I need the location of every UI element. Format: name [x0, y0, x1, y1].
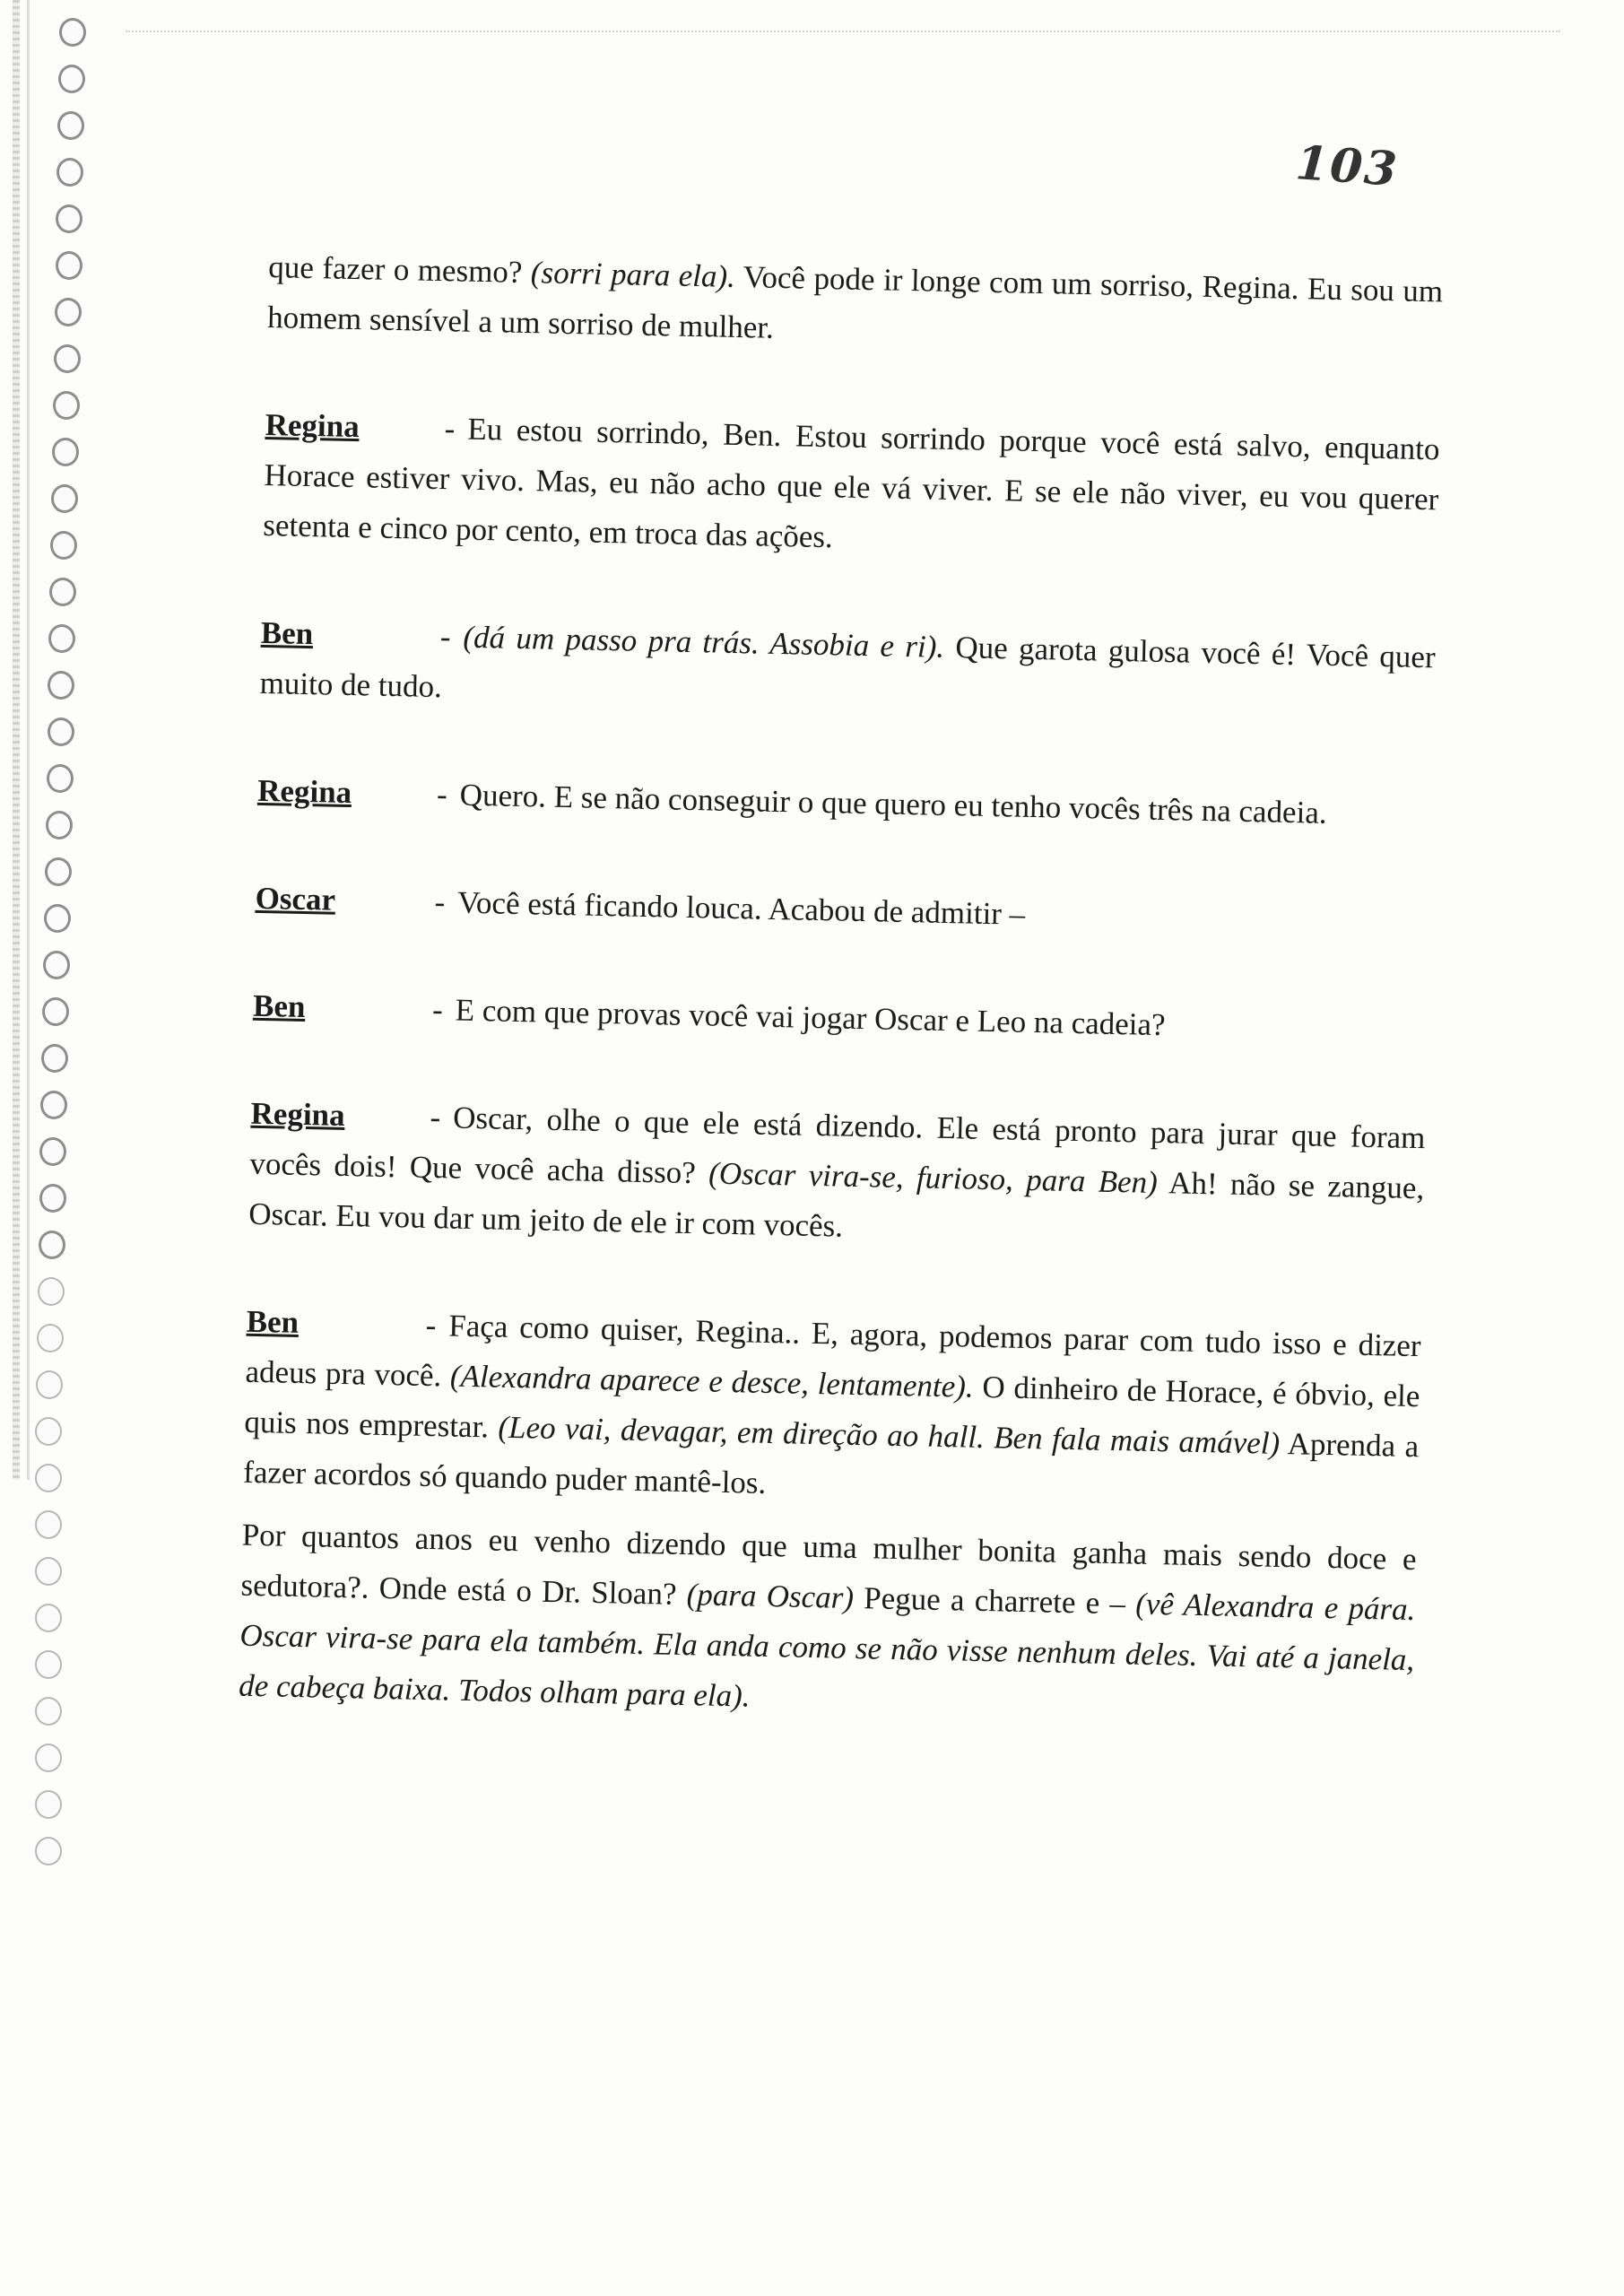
- dialogue-text: Que garota gulosa você é! Você quer muito de tudo.: [259, 629, 1437, 705]
- closing-paragraph: [239, 1510, 1417, 1735]
- punch-hole: [38, 1277, 65, 1306]
- speaker-name: Regina: [250, 1095, 346, 1133]
- speaker-name: Ben: [252, 987, 306, 1025]
- punch-hole: [41, 1044, 68, 1073]
- top-edge-marks: [126, 30, 1560, 34]
- punch-hole: [35, 1464, 62, 1492]
- punch-hole: [35, 1837, 62, 1866]
- speech: [243, 1297, 1421, 1522]
- speech: [255, 874, 1430, 948]
- speaker-name: Regina: [256, 772, 352, 811]
- speech-dash: -: [439, 619, 451, 655]
- stage-direction: (dá um passo pra trás. Assobia e ri).: [463, 619, 945, 665]
- speech-dash: -: [430, 1099, 441, 1135]
- punch-hole: [43, 951, 70, 979]
- binding-edge: [13, 0, 20, 1480]
- punch-hole: [52, 438, 79, 466]
- punch-hole: [49, 578, 76, 606]
- speech-dash: -: [444, 411, 456, 447]
- punch-hole: [48, 671, 74, 700]
- punch-hole: [48, 718, 74, 746]
- punch-hole: [45, 857, 72, 886]
- punch-hole: [46, 811, 73, 839]
- punch-hole: [56, 158, 83, 187]
- speaker-name: Ben: [246, 1303, 300, 1340]
- dialogue-text: Aprenda a fazer acordos só quando puder mantê-los.: [242, 1425, 1420, 1500]
- punch-hole: [35, 1744, 62, 1772]
- stage-direction: (Alexandra aparece e desce, lentamente).: [449, 1358, 975, 1405]
- speech-dash: -: [434, 884, 446, 920]
- punch-hole: [47, 764, 74, 793]
- punch-hole: [39, 1231, 65, 1259]
- punch-hole: [39, 1137, 66, 1166]
- page-number: 103: [1294, 135, 1401, 197]
- stage-direction: (Oscar vira-se, furioso, para Ben): [708, 1155, 1159, 1200]
- dialogue-text: E com que provas você vai jogar Oscar e Leo na cadeia?: [455, 992, 1166, 1043]
- punch-hole: [35, 1417, 62, 1446]
- punch-hole: [35, 1557, 62, 1586]
- punch-hole: [35, 1650, 62, 1679]
- punch-hole: [35, 1510, 62, 1539]
- speech-dash: -: [425, 1307, 437, 1344]
- punch-hole: [37, 1324, 64, 1352]
- script-text: [239, 242, 1444, 1735]
- opening-paragraph: [267, 242, 1444, 367]
- punch-hole: [56, 204, 83, 233]
- dialogue-text: Eu estou sorrindo, Ben. Estou sorrindo porque você está salvo, enquanto Horace estiver vivo. Mas, eu não acho que ele vá viver. E se ele não viver, eu vou querer setenta e cinco por cento, em troca das ações.: [262, 411, 1440, 555]
- stage-direction: (sorri para ela).: [530, 255, 736, 294]
- dialogue-text: Quero. E se não conseguir o que quero eu tenho vocês três na cadeia.: [459, 777, 1327, 831]
- punch-hole: [35, 1604, 62, 1632]
- punch-hole: [44, 904, 71, 933]
- speech: [248, 1089, 1426, 1264]
- punch-hole: [54, 344, 81, 373]
- punch-hole: [53, 391, 80, 420]
- stage-direction: (Leo vai, devagar, em direção ao hall. Ben fala mais amável): [498, 1409, 1281, 1461]
- punch-hole: [36, 1370, 63, 1399]
- punch-hole: [50, 531, 77, 560]
- binding-strip: [0, 0, 108, 2296]
- punch-hole: [51, 484, 78, 513]
- punch-hole: [35, 1697, 62, 1726]
- dialogue-text: Você está ficando louca. Acabou de admitir –: [456, 884, 1026, 932]
- stage-direction: (vê Alexandra e pára. Oscar vira-se para ela também. Ela anda como se não visse nenhum deles. Vai até a janela, de cabeça baixa. Todos olham para ela).: [238, 1586, 1416, 1714]
- punch-hole: [58, 65, 85, 93]
- punch-hole: [59, 18, 86, 47]
- dialogue-text: Por quantos anos eu venho dizendo que uma mulher bonita ganha mais sendo doce e sedutora?. Onde está o Dr. Sloan?: [240, 1517, 1417, 1613]
- speech-dash: -: [436, 777, 448, 813]
- stage-direction: (para Oscar): [686, 1577, 855, 1615]
- punch-hole: [48, 624, 75, 653]
- dialogue-text: Faça como quiser, Regina.. E, agora, podemos parar com tudo isso e dizer adeus pra você.: [245, 1308, 1421, 1394]
- speech: [257, 766, 1433, 840]
- dialogue-text: Oscar, olhe o que ele está dizendo. Ele está pronto para jurar que foram vocês dois! Que você acha disso?: [249, 1100, 1426, 1191]
- punch-hole: [57, 111, 84, 140]
- speaker-name: Regina: [265, 406, 360, 445]
- speech: [259, 608, 1436, 733]
- dialogue-text: que fazer o mesmo?: [268, 248, 532, 291]
- speech: [263, 400, 1440, 575]
- speaker-name: Oscar: [255, 880, 336, 918]
- punch-hole: [39, 1184, 66, 1213]
- speech: [253, 981, 1429, 1056]
- dialogue: [243, 400, 1440, 1522]
- punch-hole: [56, 251, 83, 280]
- speaker-name: Ben: [260, 614, 314, 652]
- punch-hole: [40, 1091, 67, 1119]
- binding-edge-inner: [27, 0, 30, 1480]
- punch-hole: [42, 997, 69, 1026]
- dialogue-text: O dinheiro de Horace, é óbvio, ele quis nos emprestar.: [244, 1369, 1420, 1445]
- punch-hole: [35, 1790, 62, 1819]
- dialogue-text: Você pode ir longe com um sorriso, Regina. Eu sou um homem sensível a um sorriso de mulher.: [266, 258, 1444, 345]
- speech-dash: -: [431, 992, 444, 1028]
- punch-hole: [55, 298, 82, 326]
- dialogue-text: Pegue a charrete e –: [853, 1579, 1136, 1622]
- dialogue-text: Ah! não se zangue, Oscar. Eu vou dar um jeito de ele ir com vocês.: [248, 1164, 1425, 1244]
